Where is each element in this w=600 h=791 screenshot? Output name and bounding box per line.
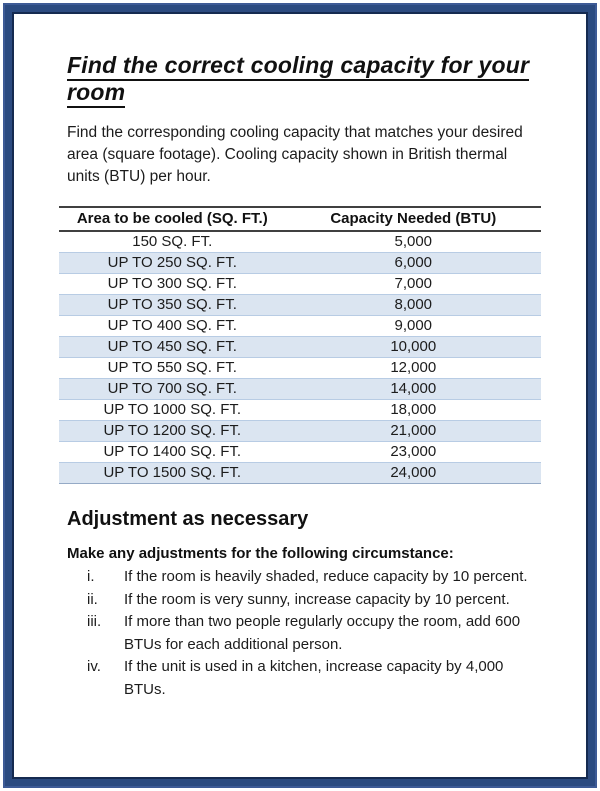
table-row: [59, 337, 541, 358]
page-border: [5, 5, 595, 786]
list-item-numeral: ii.: [87, 590, 98, 608]
list-item-numeral: i.: [87, 568, 95, 585]
table-header-row: [59, 207, 541, 231]
area-cell: UP TO 400 SQ. FT.: [107, 317, 237, 334]
area-cell: 150 SQ. FT.: [132, 233, 213, 250]
table-row: [59, 379, 541, 400]
section-heading: Adjustment as necessary: [67, 508, 309, 530]
table-row: [59, 400, 541, 421]
column-header-area: Area to be cooled (SQ. FT.): [59, 207, 286, 231]
column-header-capacity: Capacity Needed (BTU): [286, 207, 541, 231]
btu-cell: 21,000: [390, 422, 437, 439]
list-item-text: If the room is very sunny, increase capacity by 10 percent.: [124, 590, 510, 608]
list-item: [59, 566, 541, 589]
capacity-table-body: [59, 231, 541, 484]
area-cell: UP TO 1000 SQ. FT.: [103, 401, 242, 418]
list-item-numeral: iii.: [87, 613, 102, 630]
area-cell: UP TO 450 SQ. FT.: [107, 338, 237, 355]
list-item-text: If the room is heavily shaded, reduce capacity by 10 percent.: [124, 568, 528, 585]
area-cell: UP TO 350 SQ. FT.: [107, 296, 237, 313]
page-title: [67, 52, 541, 106]
page-border-outer: [3, 3, 597, 788]
table-row: [59, 274, 541, 295]
btu-cell: 8,000: [394, 296, 433, 313]
table-row: [59, 295, 541, 316]
btu-cell: 14,000: [390, 380, 437, 397]
list-item: [59, 656, 541, 701]
table-row: [59, 442, 541, 463]
btu-cell: 9,000: [394, 317, 433, 334]
page-content: [14, 14, 586, 777]
table-row: [59, 316, 541, 337]
area-cell: UP TO 300 SQ. FT.: [107, 275, 237, 292]
table-row: [59, 231, 541, 253]
btu-cell: 18,000: [390, 401, 437, 418]
list-item-numeral: iv.: [87, 658, 101, 675]
btu-cell: 23,000: [390, 443, 437, 460]
table-row: [59, 253, 541, 274]
adjustments-list: [59, 566, 541, 701]
btu-cell: 7,000: [394, 275, 433, 292]
intro-paragraph: Find the corresponding cooling capacity that matches your desired area (square footage). Cooling capacity shown in British thermal units (BTU) per hour.: [67, 124, 523, 185]
capacity-table: [59, 206, 541, 484]
page-title-text: Find the correct cooling capacity for your room: [67, 52, 529, 108]
area-cell: UP TO 1200 SQ. FT.: [103, 422, 242, 439]
list-item: [59, 611, 541, 656]
page-border-inner: [12, 12, 588, 779]
table-row: [59, 358, 541, 379]
area-cell: UP TO 700 SQ. FT.: [107, 380, 237, 397]
area-cell: UP TO 1400 SQ. FT.: [103, 443, 242, 460]
btu-cell: 5,000: [394, 233, 433, 250]
area-cell: UP TO 1500 SQ. FT.: [103, 464, 242, 481]
btu-cell: 12,000: [390, 359, 437, 376]
list-item: [59, 589, 541, 612]
table-row: [59, 421, 541, 442]
adjustments-lead: Make any adjustments for the following circumstance:: [67, 545, 454, 562]
area-cell: UP TO 550 SQ. FT.: [107, 359, 237, 376]
btu-cell: 24,000: [390, 464, 437, 481]
btu-cell: 10,000: [390, 338, 437, 355]
area-cell: UP TO 250 SQ. FT.: [107, 254, 237, 271]
list-item-text: If more than two people regularly occupy the room, add 600 BTUs for each additional person.: [124, 613, 521, 653]
btu-cell: 6,000: [394, 254, 433, 271]
table-row: [59, 463, 541, 484]
list-item-text: If the unit is used in a kitchen, increase capacity by 4,000 BTUs.: [124, 658, 504, 698]
